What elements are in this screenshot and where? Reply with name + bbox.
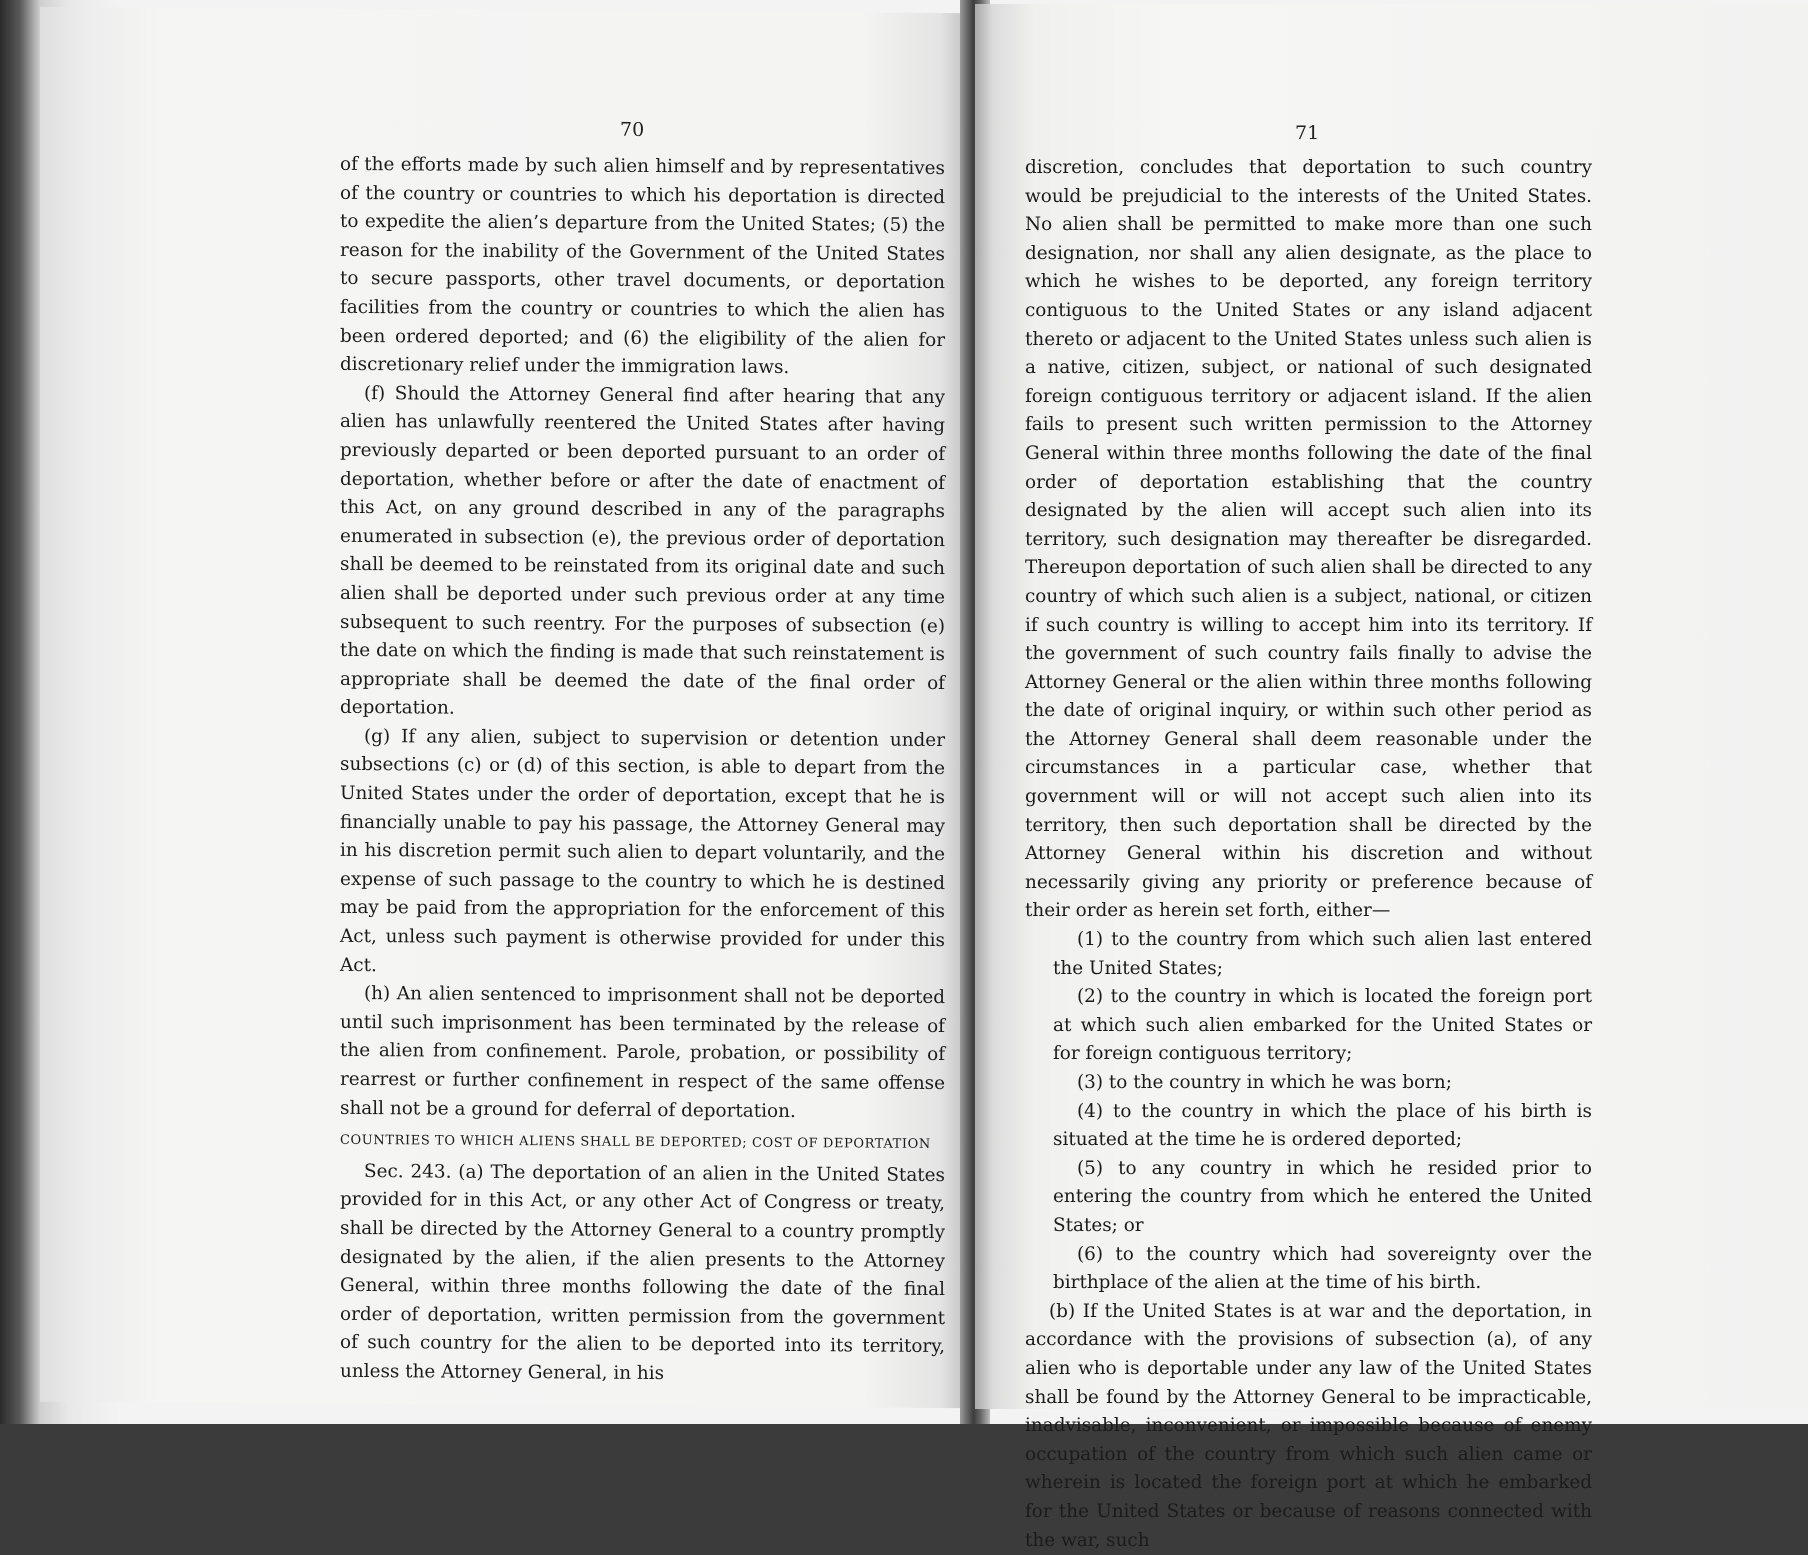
list-item: (2) to the country in which is located the foreign port at which such alien embarked for the United States or for foreign contiguous territory; <box>1053 986 1592 1065</box>
paragraph: (b) If the United States is at war and the deportation, in accordance with the provisions of subsection (a), of any alien who is deportable under any law of the United States shall be found by the Attorney General to be impracticable, inadvisable, inconvenient, or impossible because of enemy occupation of the country from which such alien came or wherein is located the foreign port at which he embarked for the United States or because of reasons connected with the war, such <box>1025 1300 1592 1551</box>
right-page <box>975 4 1808 1551</box>
list-item: (5) to any country in which he resided prior to entering the country from which he entered the United States; or <box>1053 1157 1592 1236</box>
paragraph: Sec. 243. (a) The deportation of an alien in the United States provided for in this Act, or any other Act of Congress or treaty, shall be directed by the Attorney General to a country promptly designated by the alien, if the alien presents to the Attorney General, within three months following the date of the final order of deportation, written permission from the government of such country for the alien to be deported into its territory, unless the Attorney General, in his <box>340 1160 945 1385</box>
left-page <box>40 7 970 1408</box>
country-list <box>1025 926 1592 1298</box>
right-page-body <box>1025 154 1592 1555</box>
list-item: (1) to the country from which such alien last entered the United States; <box>1053 929 1592 979</box>
left-page-body <box>340 151 945 1391</box>
page-number: 71 <box>1295 122 1320 144</box>
paragraph: discretion, concludes that deportation to such country would be prejudicial to the interests of the United States. No alien shall be permitted to make more than one such designation, nor shall any alien designate, as the place to which he wishes to be deported, any foreign territory contiguous to the United States or any island adjacent thereto or adjacent to the United States unless such alien is a native, citizen, subject, or national of such designated foreign contiguous territory or adjacent island. If the alien fails to present such written permission to the Attorney General within three months following the date of the final order of deportation establishing that the country designated by the alien will accept such alien into its territory, such designation may thereafter be disregarded. Thereupon deportation of such alien shall be directed to any country of which such alien is a subject, national, or citizen if such country is willing to accept him into its territory. If the government of such country fails finally to advise the Attorney General or the alien within three months following the date of original inquiry, or within such other period as the Attorney General shall deem reasonable under the circumstances in a particular case, whether that government will or will not accept such alien into its territory, then such deportation shall be directed by the Attorney General within his discretion and without necessarily giving any priority or preference because of their order as herein set forth, either— <box>1025 157 1592 922</box>
paragraph: (f) Should the Attorney General find after hearing that any alien has unlawfully reentered the United States after having previously departed or been deported pursuant to an order of deportation, whether before or after the date of enactment of this Act, on any ground described in any of the paragraphs enumerated in subsection (e), the previous order of deportation shall be deemed to be reinstated from its original date and such alien shall be deported under such previous order at any time subsequent to such reentry. For the purposes of subsection (e) the date on which the finding is made that such reinstatement is appropriate shall be deemed the date of the final order of deportation. <box>340 382 945 719</box>
paragraph: of the efforts made by such alien himself and by representatives of the country or countries to which his deportation is directed to expedite the alien’s departure from the United States; (5) the reason for the inability of the Government of the United States to secure passports, other travel documents, or deportation facilities from the country or countries to which the alien has been ordered deported; and (6) the eligibility of the alien for discretionary relief under the immigration laws. <box>340 153 945 379</box>
list-item: (3) to the country in which he was born; <box>1077 1072 1452 1093</box>
page-number: 70 <box>620 118 645 141</box>
section-heading: COUNTRIES TO WHICH ALIENS SHALL BE DEPORTED; COST OF DEPORTATION <box>340 1133 931 1153</box>
list-item: (4) to the country in which the place of his birth is situated at the time he is ordered deported; <box>1053 1100 1592 1151</box>
paragraph: (h) An alien sentenced to imprisonment shall not be deported until such imprisonment has been terminated by the release of the alien from confinement. Parole, probation, or possibility of rearrest or further confinement in respect of the same offense shall not be a ground for deferral of deportation. <box>340 983 945 1122</box>
paragraph: (g) If any alien, subject to supervision or detention under subsections (c) or (d) of this section, is able to depart from the United States under the order of deportation, except that he is financially unable to pay his passage, the Attorney General may in his discretion permit such alien to depart voluntarily, and the expense of such passage to the country to which he is destined may be paid from the appropriation for the enforcement of this Act, unless such payment is otherwise provided for under this Act. <box>340 725 945 976</box>
list-item: (6) to the country which had sovereignty over the birthplace of the alien at the time of his birth. <box>1053 1243 1592 1294</box>
